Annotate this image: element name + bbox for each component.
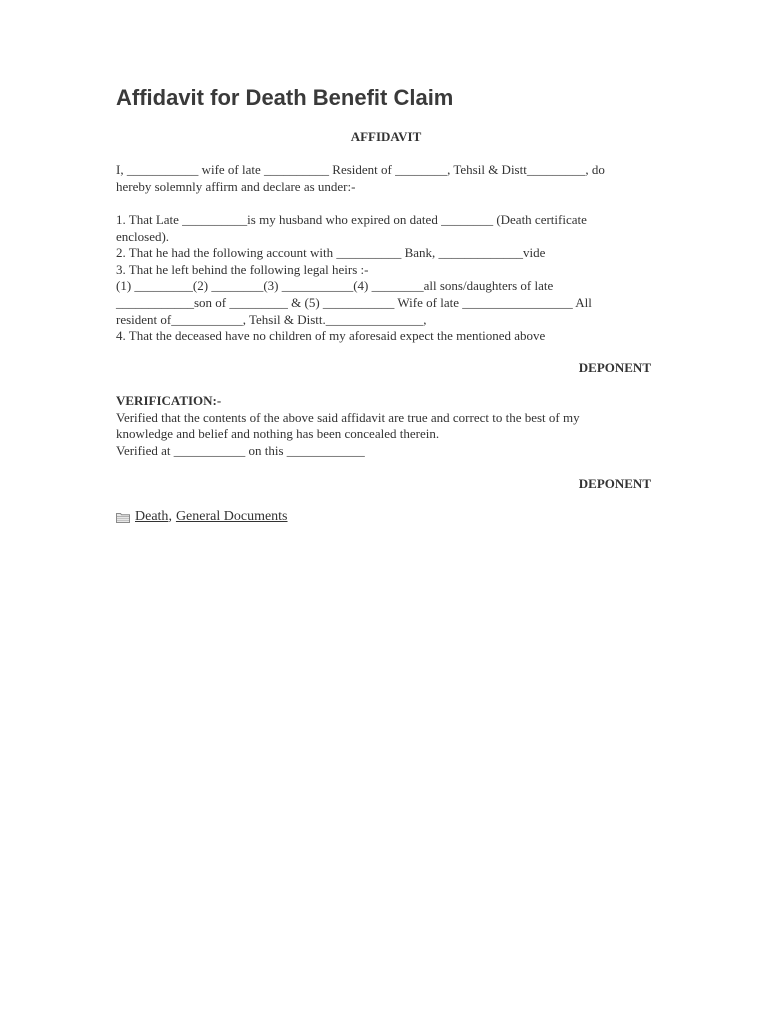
verification-line: Verified at ___________ on this ____________ bbox=[116, 442, 365, 458]
clause-line: 3. That he left behind the following legal heirs :- bbox=[116, 261, 369, 277]
intro-line: hereby solemnly affirm and declare as under:- bbox=[116, 178, 356, 194]
affidavit-heading: AFFIDAVIT bbox=[350, 129, 422, 144]
verification-section bbox=[116, 393, 656, 459]
clause-line: 4. That the deceased have no children of my aforesaid expect the mentioned above bbox=[116, 328, 546, 344]
clause-line: 2. That he had the following account with __________ Bank, _____________vide bbox=[116, 245, 546, 261]
category-link-general-documents[interactable]: General Documents bbox=[175, 509, 288, 524]
verification-line: knowledge and belief and nothing has been concealed therein. bbox=[116, 426, 440, 442]
clause-line: enclosed). bbox=[116, 228, 170, 244]
clause-line: 1. That Late __________is my husband who expired on dated ________ (Death certificate bbox=[116, 212, 587, 227]
intro-line: I, ___________ wife of late __________ Resident of ________, Tehsil & Distt_________, do bbox=[116, 162, 605, 177]
category-tags bbox=[116, 509, 288, 525]
deponent-label: DEPONENT bbox=[578, 360, 651, 375]
category-separator: , bbox=[168, 509, 172, 524]
clause-line: resident of___________, Tehsil & Distt._______________, bbox=[116, 311, 427, 327]
category-link-death[interactable]: Death bbox=[135, 509, 169, 524]
verification-line: Verified that the contents of the above said affidavit are true and correct to the best of my bbox=[116, 409, 580, 425]
clauses-paragraph bbox=[116, 212, 656, 345]
folder-icon bbox=[116, 512, 130, 523]
clause-line: ____________son of _________ & (5) ___________ Wife of late _________________ All bbox=[116, 294, 592, 310]
intro-paragraph bbox=[116, 162, 656, 195]
document-title: Affidavit for Death Benefit Claim bbox=[116, 85, 454, 110]
deponent-label: DEPONENT bbox=[578, 476, 651, 491]
clause-line: (1) _________(2) ________(3) ___________(4) ________all sons/daughters of late bbox=[116, 278, 554, 294]
verification-heading: VERIFICATION:- bbox=[116, 393, 222, 408]
